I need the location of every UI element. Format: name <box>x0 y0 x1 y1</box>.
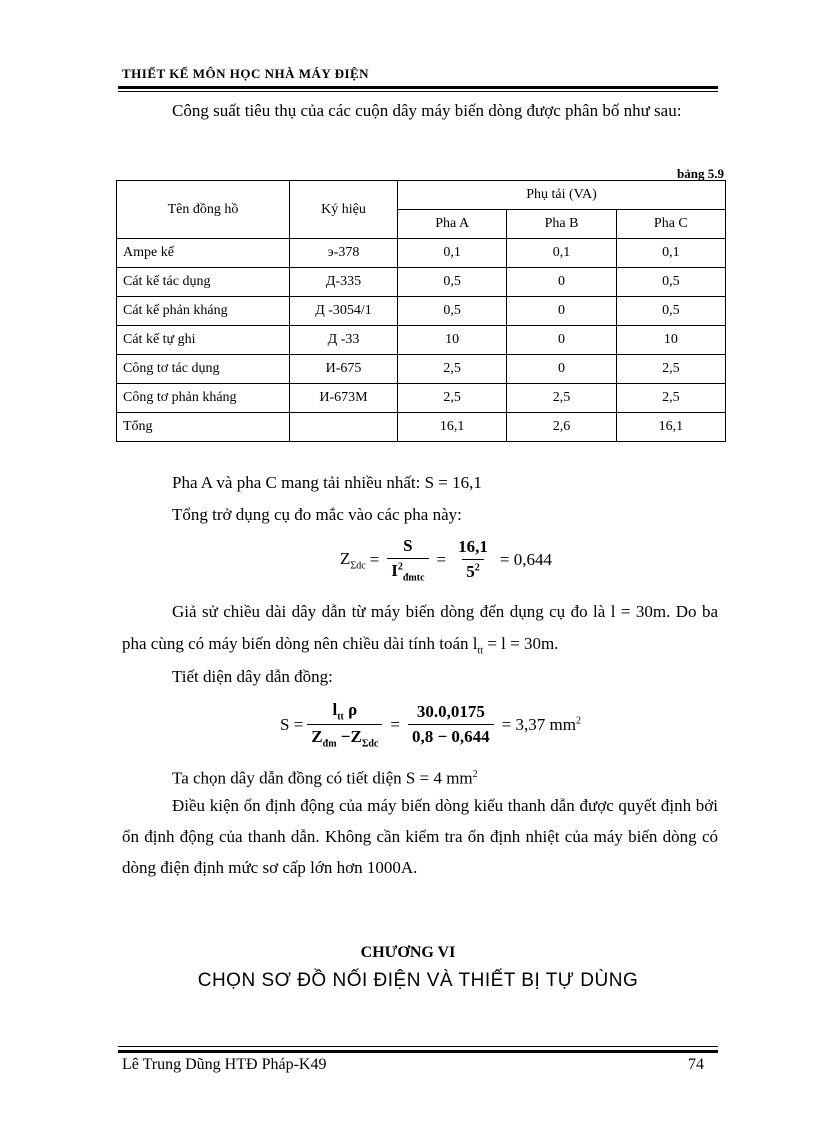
cell-b: 2,6 <box>507 413 616 442</box>
header-phase-a: Pha A <box>398 210 507 239</box>
cell-b: 2,5 <box>507 384 616 413</box>
cell-a: 16,1 <box>398 413 507 442</box>
table-row <box>117 268 726 297</box>
header-rule <box>118 86 718 89</box>
cell-symbol: Д-335 <box>290 268 398 297</box>
cell-name: Cát kế tác dụng <box>117 268 290 297</box>
table-row <box>117 297 726 326</box>
footer-rule <box>118 1050 718 1053</box>
paragraph-selected-wire: Ta chọn dây dẫn đồng có tiết diện S = 4 $mm^2$ <box>172 768 478 788</box>
cell-symbol: И-675 <box>290 355 398 384</box>
cell-c: 0,5 <box>616 268 725 297</box>
cell-symbol <box>290 413 398 442</box>
cell-symbol: Д -33 <box>290 326 398 355</box>
cell-symbol: Д -3054/1 <box>290 297 398 326</box>
cell-a: 2,5 <box>398 384 507 413</box>
formula1-result: = 0,644 <box>499 549 552 569</box>
cell-name: Cát kế tự ghi <box>117 326 290 355</box>
cell-a: 10 <box>398 326 507 355</box>
header-name: Tên đồng hồ <box>117 181 290 239</box>
chapter-title: CHỌN SƠ ĐỒ NỐI ĐIỆN VÀ THIẾT BỊ TỰ DÙNG <box>197 970 639 991</box>
table-row <box>117 355 726 384</box>
header-phase-b: Pha B <box>507 210 616 239</box>
cell-name: Công tơ tác dụng <box>117 355 290 384</box>
footer-author: Lê Trung Dũng HTĐ Pháp-K49 <box>122 1056 327 1073</box>
cell-c: 10 <box>616 326 725 355</box>
footer-rule-thin <box>118 1046 718 1047</box>
cell-b: 0,1 <box>507 239 616 268</box>
page-header-title: THIẾT KẾ MÔN HỌC NHÀ MÁY ĐIỆN <box>122 66 370 81</box>
cell-c: 0,5 <box>616 297 725 326</box>
paragraph-wire-length: Giả sử chiều dài dây dẫn từ máy biến dòng đến dụng cụ đo là l = 30m. Do ba pha cùng có máy biến dòng nên chiều dài tính toán $l_{tt} = l = 30m$. <box>122 602 718 657</box>
cell-a: 2,5 <box>398 355 507 384</box>
cell-a: 0,1 <box>398 239 507 268</box>
header-symbol: Ký hiệu <box>290 181 398 239</box>
page-number: 74 <box>688 1056 704 1073</box>
cell-a: 0,5 <box>398 268 507 297</box>
paragraph-cross-section: Tiết diện dây dẫn đồng: <box>172 667 333 686</box>
cell-c: 0,1 <box>616 239 725 268</box>
table-row <box>117 384 726 413</box>
formula1-fraction-2: $\frac{16,1}{5^2}$ <box>458 537 488 582</box>
cell-name: Ampe kế <box>117 239 290 268</box>
cell-a: 0,5 <box>398 297 507 326</box>
table-row-total <box>117 413 726 442</box>
formula1-lhs: $Z_{\Sigma dc}$ <box>340 548 366 571</box>
formula2-lhs: S = <box>280 714 304 734</box>
header-load-group: Phụ tải (VA) <box>398 181 726 210</box>
cell-name: Cát kế phản kháng <box>117 297 290 326</box>
impedance-formula <box>340 536 552 583</box>
paragraph-max-load: Pha A và pha C mang tải nhiều nhất: S = 16,1 <box>172 473 482 492</box>
table-row <box>117 326 726 355</box>
cell-name: Công tơ phản kháng <box>117 384 290 413</box>
formula2-fraction-2: $\frac{30.0,0175}{0,8 - 0,644}$ <box>408 702 494 747</box>
cell-b: 0 <box>507 355 616 384</box>
cross-section-formula <box>280 700 581 750</box>
cell-c: 2,5 <box>616 384 725 413</box>
formula2-result: = 3,37 $mm^2$ <box>501 714 581 734</box>
chapter-number: CHƯƠNG VI <box>360 944 456 961</box>
cell-c: 16,1 <box>616 413 725 442</box>
intro-paragraph: Công suất tiêu thụ của các cuộn dây máy biến dòng được phân bố như sau: <box>172 101 682 120</box>
header-phase-c: Pha C <box>616 210 725 239</box>
formula1-eq: = <box>369 549 380 569</box>
cell-name: Tổng <box>117 413 290 442</box>
paragraph-impedance: Tổng trở dụng cụ đo mắc vào các pha này: <box>172 505 462 524</box>
table-caption: bảng 5.9 <box>677 166 724 181</box>
cell-c: 2,5 <box>616 355 725 384</box>
header-rule-thin <box>118 91 718 92</box>
cell-b: 0 <box>507 326 616 355</box>
formula1-fraction-1: $\frac{S}{I^2_{đmtc}}$ <box>387 536 428 583</box>
cell-b: 0 <box>507 297 616 326</box>
cell-symbol: И-673M <box>290 384 398 413</box>
formula1-eq-2: = <box>436 549 447 569</box>
formula2-fraction-1: $\frac{l_{tt} \rho}{Z_{đm} -Z_{\Sigma dc}}$ <box>307 700 382 750</box>
formula2-eq: = <box>390 714 400 734</box>
table-row <box>117 239 726 268</box>
cell-symbol: э-378 <box>290 239 398 268</box>
paragraph-stability: Điều kiện ổn định động của máy biến dòng kiểu thanh dẫn được quyết định bởi ổn định động của thanh dẫn. Không cần kiểm tra ổn định nhiệt của máy biến dòng có dòng điện định mức sơ cấp lớn hơn 1000A. <box>122 796 718 877</box>
load-table <box>116 180 726 442</box>
cell-b: 0 <box>507 268 616 297</box>
